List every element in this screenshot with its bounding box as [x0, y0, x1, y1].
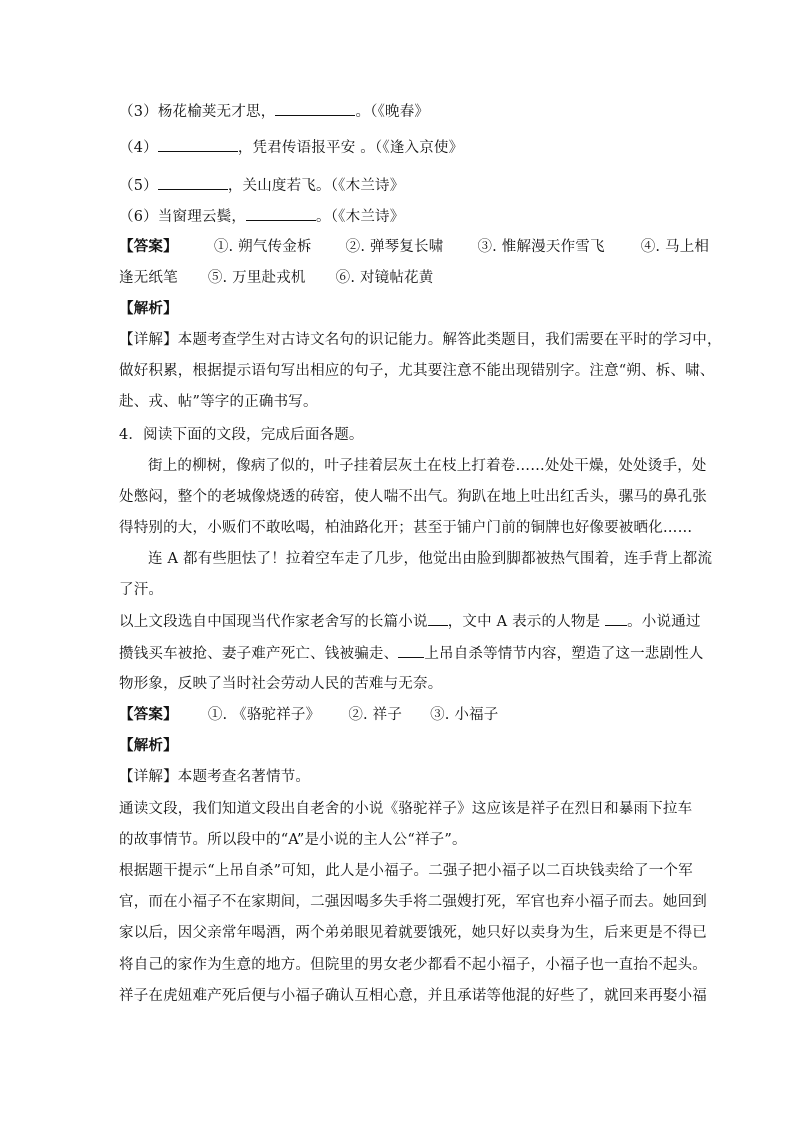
question-6-line — [119, 206, 679, 227]
question-5-prefix: （5） — [119, 178, 158, 194]
answer-blank — [605, 611, 627, 626]
analysis-line: 祥子在虎妞难产死后便与小福子确认互相心意，并且承诺等他混的好些了，就回来再娶小福 — [119, 988, 707, 1004]
answer-blank — [428, 611, 448, 626]
answer-blank — [275, 101, 355, 116]
answer-item: 逢无纸笔 — [119, 270, 178, 286]
question-6-prefix: （6）当窗理云鬓， — [119, 209, 247, 225]
question-text: 攒钱买车被抢、妻子难产死亡、钱被骗走、 — [119, 646, 399, 662]
passage-line: 了汗。 — [119, 582, 164, 598]
answer-line-2 — [119, 268, 679, 288]
analysis-line: 将自己的家作为生意的地方。但院里的男女老少都看不起小福子，小福子也一直抬不起头。 — [119, 957, 707, 973]
answer-item: ③. 小福子 — [430, 707, 499, 723]
answer-item: ⑤. 万里赴戎机 — [207, 270, 306, 286]
analysis-line: 根据题干提示“上吊自杀”可知，此人是小福子。二强子把小福子以二百块钱卖给了一个军 — [119, 863, 693, 879]
answer-blank — [158, 175, 228, 190]
answer-blank — [158, 137, 238, 152]
question-text: 以上文段选自中国现当代作家老舍写的长篇小说 — [119, 614, 428, 630]
question-5-line — [119, 175, 679, 196]
question-4-suffix: ，凭君传语报平安 。（《逢入京使》 — [237, 140, 464, 156]
answer-item: ⑥. 对镜帖花黄 — [335, 270, 434, 286]
analysis-line: 家以后，因父亲常年喝酒，两个弟弟眼见着就要饿死，她只好以卖身为生，后来更是不得已 — [119, 925, 707, 941]
question-text: ，文中 A 表示的人物是 — [447, 614, 606, 630]
question-4-prefix: （4） — [119, 140, 158, 156]
question-6-suffix: 。（《木兰诗》 — [316, 209, 405, 225]
analysis-line: 做好积累，根据提示语句写出相应的句子，尤其要注意不能出现错别字。注意“朔、柝、啸、 — [119, 363, 715, 379]
question-line — [119, 643, 704, 664]
question-4-line — [119, 137, 679, 158]
answer-item: ③. 惟解漫天作雪飞 — [477, 239, 605, 255]
answer-item: ①. 《骆驼祥子》 — [207, 707, 321, 723]
analysis-line: 赴、戎、帖”等字的正确书写。 — [119, 394, 318, 410]
answer-line — [119, 705, 679, 725]
question-line — [119, 611, 701, 632]
passage-line: 街上的柳树，像病了似的，叶子挂着层灰土在枝上打着卷……处处干燥，处处烫手，处 — [148, 458, 707, 474]
answer-item: ②. 祥子 — [348, 707, 403, 723]
question-5-suffix: ，关山度若飞。（《木兰诗》 — [227, 178, 405, 194]
answer-line-1 — [119, 237, 710, 257]
analysis-line: 的故事情节。所以段中的“A”是小说的主人公“祥子”。 — [119, 832, 467, 848]
question-3-suffix: 。（《晚春》 — [355, 104, 430, 120]
analysis-tag: 【解析】 — [119, 300, 178, 317]
analysis-line: 通读文段，我们知道文段出自老舍的小说《骆驼祥子》这应该是祥子在烈日和暴雨下拉车 — [119, 801, 693, 817]
answer-tag: 【答案】 — [119, 238, 178, 255]
passage-line: 连 A 都有些胆怯了！拉着空车走了几步，他觉出由脸到脚都被热气围着，连手背上都流 — [148, 551, 713, 567]
question-3-line — [119, 101, 679, 122]
question-4-title: 4．阅读下面的文段，完成后面各题。 — [119, 427, 364, 443]
analysis-line: 官，而在小福子不在家期间，二强因喝多失手将二强嫂打死，军官也弃小福子而去。她回到 — [119, 894, 707, 910]
analysis-line: 【详解】本题考查学生对古诗文名句的识记能力。解答此类题目，我们需要在平时的学习中， — [119, 332, 722, 348]
answer-blank — [246, 206, 316, 221]
analysis-tag: 【解析】 — [119, 737, 178, 754]
answer-tag: 【答案】 — [119, 706, 178, 723]
answer-blank — [398, 643, 424, 658]
question-line: 物形象，反映了当时社会劳动人民的苦难与无奈。 — [119, 676, 443, 692]
answer-item: ④. 马上相 — [640, 239, 710, 255]
analysis-line: 【详解】本题考查名著情节。 — [119, 769, 311, 785]
passage-line: 得特别的大，小贩们不敢吆喝，柏油路化开；甚至于铺户门前的铜牌也好像要被晒化…… — [119, 520, 693, 536]
question-text: 上吊自杀等情节内容，塑造了这一悲剧性人 — [424, 646, 704, 662]
question-text: 。小说通过 — [627, 614, 701, 630]
question-3-prefix: （3）杨花榆荚无才思， — [119, 104, 276, 120]
passage-line: 处憋闷，整个的老城像烧透的砖窑，使人喘不出气。狗趴在地上吐出红舌头，骡马的鼻孔张 — [119, 489, 707, 505]
answer-item: ②. 弹琴复长啸 — [345, 239, 444, 255]
answer-item: ①. 朔气传金柝 — [213, 239, 312, 255]
